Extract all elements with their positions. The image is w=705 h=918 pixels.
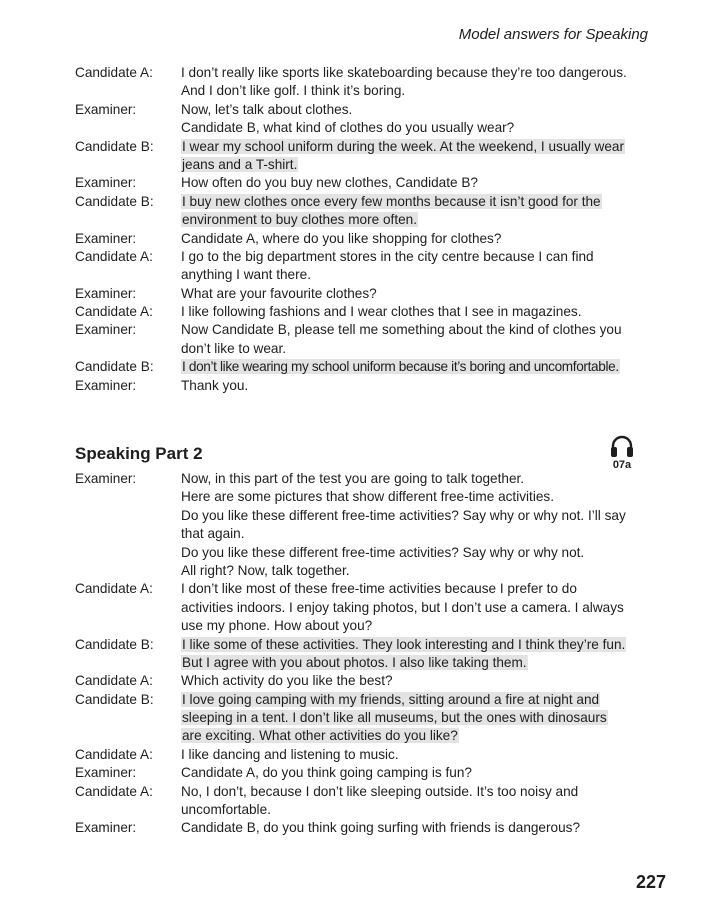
line-text-value: Now, in this part of the test you are going to talk together.	[181, 471, 525, 486]
speaker-label	[75, 525, 181, 543]
line-text	[181, 82, 650, 100]
line-text	[181, 617, 650, 635]
transcript-line	[75, 617, 650, 635]
speaker-label: Examiner:	[75, 377, 137, 393]
line-text-value: that again.	[181, 526, 245, 542]
speaker-label	[75, 266, 181, 284]
highlighted-answer: I don’t like wearing my school uniform because it’s boring and uncomfortable.	[182, 359, 619, 375]
transcript-line	[75, 636, 650, 654]
transcript-line	[75, 507, 650, 525]
line-text-value: Now, let’s talk about clothes.	[181, 101, 353, 117]
transcript-line	[75, 470, 650, 488]
speaker-label	[75, 488, 181, 506]
speaker-label	[75, 727, 181, 745]
transcript-part-2	[75, 470, 650, 838]
audio-track-marker	[607, 434, 637, 474]
line-text	[181, 321, 650, 339]
speaker-label	[75, 654, 181, 672]
line-text	[181, 783, 650, 801]
headphones-icon	[609, 434, 635, 458]
speaker-label: Examiner:	[75, 230, 137, 246]
highlighted-answer: But I agree with you about photos. I also like taking them.	[182, 654, 527, 670]
transcript-line	[75, 819, 650, 837]
speaker-label	[75, 617, 181, 635]
transcript-line	[75, 248, 650, 266]
line-text	[181, 285, 650, 303]
transcript-line	[75, 340, 650, 358]
line-text	[181, 377, 650, 395]
transcript-line	[75, 488, 650, 506]
transcript-line	[75, 358, 650, 376]
line-text-value: don’t like to wear.	[181, 340, 287, 356]
line-text	[181, 562, 650, 580]
line-text	[181, 746, 650, 764]
transcript-line	[75, 691, 650, 709]
section-heading: Speaking Part 2	[75, 444, 203, 463]
speaker-label: Candidate B:	[75, 193, 154, 209]
transcript-line	[75, 783, 650, 801]
line-text	[181, 211, 650, 229]
line-text	[181, 764, 650, 782]
transcript-line	[75, 82, 650, 100]
speaker-label: Examiner:	[75, 175, 137, 191]
speaker-label	[75, 544, 181, 562]
transcript-part-1	[75, 64, 650, 395]
transcript-line	[75, 525, 650, 543]
line-text-value: activities indoors. I enjoy taking photos, but I don’t use a camera. I always	[181, 599, 624, 615]
transcript-line	[75, 303, 650, 321]
line-text-value: I like following fashions and I wear clothes that I see in magazines.	[181, 304, 582, 320]
line-text-value: Candidate B, do you think going surfing with friends is dangerous?	[181, 820, 580, 836]
speaker-label	[75, 82, 181, 100]
line-text-value: And I don’t like golf. I think it’s boring.	[181, 83, 406, 99]
line-text	[181, 470, 650, 488]
speaker-label	[75, 340, 181, 358]
line-text-value: Candidate A, do you think going camping is fun?	[181, 765, 472, 781]
line-text	[181, 801, 650, 819]
transcript-line	[75, 230, 650, 248]
page-number: 227	[635, 872, 666, 892]
speaker-label: Candidate A:	[75, 673, 153, 689]
transcript-line	[75, 138, 650, 156]
transcript-line	[75, 746, 650, 764]
audio-track-label: 07a	[612, 459, 632, 471]
line-text	[181, 248, 650, 266]
transcript-line	[75, 654, 650, 672]
line-text-value: I go to the big department stores in the city centre because I can find	[181, 248, 594, 264]
transcript-line	[75, 101, 650, 119]
line-text	[181, 544, 650, 562]
transcript-line	[75, 174, 650, 192]
line-text-value: Which activity do you like the best?	[181, 673, 393, 689]
line-text	[181, 580, 650, 598]
highlighted-answer: jeans and a T-shirt.	[182, 156, 298, 172]
line-text-value: All right? Now, talk together.	[181, 562, 350, 578]
line-text-value: Candidate B, what kind of clothes do you usually wear?	[181, 120, 515, 136]
speaker-label	[75, 119, 181, 137]
transcript-line	[75, 672, 650, 690]
line-text-value: I like dancing and listening to music.	[181, 746, 399, 762]
speaker-label: Candidate A:	[75, 581, 153, 597]
line-text-value: Thank you.	[181, 377, 249, 393]
speaker-label: Candidate B:	[75, 691, 154, 707]
speaker-label: Candidate A:	[75, 783, 153, 799]
line-text-value: Now Candidate B, please tell me something about the kind of clothes you	[181, 322, 622, 338]
transcript-line	[75, 119, 650, 137]
speaker-label: Candidate A:	[75, 65, 153, 80]
highlighted-answer: I wear my school uniform during the week. At the weekend, I usually wear	[182, 138, 625, 154]
speaker-label: Candidate A:	[75, 248, 153, 264]
line-text	[181, 709, 650, 727]
speaker-label	[75, 801, 181, 819]
line-text	[181, 654, 650, 672]
line-text	[181, 138, 650, 156]
line-text	[181, 230, 650, 248]
highlighted-answer: I buy new clothes once every few months because it isn’t good for the	[182, 193, 601, 209]
speaker-label: Examiner:	[75, 322, 137, 338]
speaker-label: Candidate A:	[75, 304, 153, 320]
transcript-line	[75, 544, 650, 562]
line-text-value: Candidate A, where do you like shopping for clothes?	[181, 230, 502, 246]
line-text-value: I don’t really like sports like skateboarding because they’re too dangerous.	[181, 65, 627, 80]
transcript-line	[75, 709, 650, 727]
speaker-label: Candidate B:	[75, 359, 154, 375]
highlighted-answer: I love going camping with my friends, sitting around a fire at night and	[182, 691, 600, 707]
transcript-line	[75, 801, 650, 819]
speaker-label	[75, 507, 181, 525]
line-text	[181, 340, 650, 358]
line-text	[181, 193, 650, 211]
line-text	[181, 174, 650, 192]
running-head: Model answers for Speaking	[458, 26, 648, 43]
line-text-value: What are your favourite clothes?	[181, 285, 377, 301]
transcript-line	[75, 156, 650, 174]
transcript-line	[75, 64, 650, 82]
transcript-line	[75, 580, 650, 598]
speaker-label	[75, 709, 181, 727]
line-text	[181, 599, 650, 617]
line-text	[181, 507, 650, 525]
line-text	[181, 691, 650, 709]
speaker-label	[75, 211, 181, 229]
line-text	[181, 525, 650, 543]
speaker-label	[75, 562, 181, 580]
line-text-value: How often do you buy new clothes, Candidate B?	[181, 175, 478, 191]
line-text-value: Here are some pictures that show different free-time activities.	[181, 489, 554, 505]
transcript-line	[75, 211, 650, 229]
line-text-value: anything I want there.	[181, 267, 311, 283]
highlighted-answer: environment to buy clothes more often.	[182, 212, 417, 228]
line-text	[181, 636, 650, 654]
transcript-line	[75, 285, 650, 303]
line-text-value: uncomfortable.	[181, 802, 271, 818]
line-text-value: Do you like these different free-time activities? Say why or why not.	[181, 544, 585, 560]
speaker-label: Candidate B:	[75, 636, 154, 652]
line-text	[181, 488, 650, 506]
speaker-label: Candidate B:	[75, 138, 154, 154]
line-text	[181, 266, 650, 284]
line-text	[181, 672, 650, 690]
line-text	[181, 64, 650, 82]
line-text	[181, 819, 650, 837]
speaker-label: Examiner:	[75, 765, 137, 781]
speaker-label	[75, 156, 181, 174]
transcript-line	[75, 321, 650, 339]
transcript-line	[75, 727, 650, 745]
transcript-line	[75, 599, 650, 617]
line-text	[181, 727, 650, 745]
line-text-value: use my phone. How about you?	[181, 618, 373, 634]
speaker-label: Examiner:	[75, 101, 137, 117]
line-text	[181, 119, 650, 137]
line-text	[181, 156, 650, 174]
speaker-label: Candidate A:	[75, 746, 153, 762]
speaker-label	[75, 599, 181, 617]
line-text-value: I don’t like most of these free-time activities because I prefer to do	[181, 581, 577, 597]
speaker-label: Examiner:	[75, 820, 137, 836]
transcript-line	[75, 193, 650, 211]
transcript-line	[75, 562, 650, 580]
speaker-label: Examiner:	[75, 285, 137, 301]
highlighted-answer: are exciting. What other activities do you like?	[182, 728, 458, 744]
highlighted-answer: I like some of these activities. They look interesting and I think they’re fun.	[182, 636, 626, 652]
line-text	[181, 303, 650, 321]
line-text-value: Do you like these different free-time activities? Say why or why not. I’ll say	[181, 507, 626, 523]
transcript-line	[75, 377, 650, 395]
transcript-line	[75, 764, 650, 782]
line-text-value: No, I don’t, because I don’t like sleeping outside. It’s too noisy and	[181, 783, 579, 799]
highlighted-answer: sleeping in a tent. I don’t like all museums, but the ones with dinosaurs	[182, 710, 607, 726]
transcript-line	[75, 266, 650, 284]
line-text	[181, 101, 650, 119]
speaker-label: Examiner:	[75, 471, 137, 486]
line-text	[181, 358, 650, 376]
